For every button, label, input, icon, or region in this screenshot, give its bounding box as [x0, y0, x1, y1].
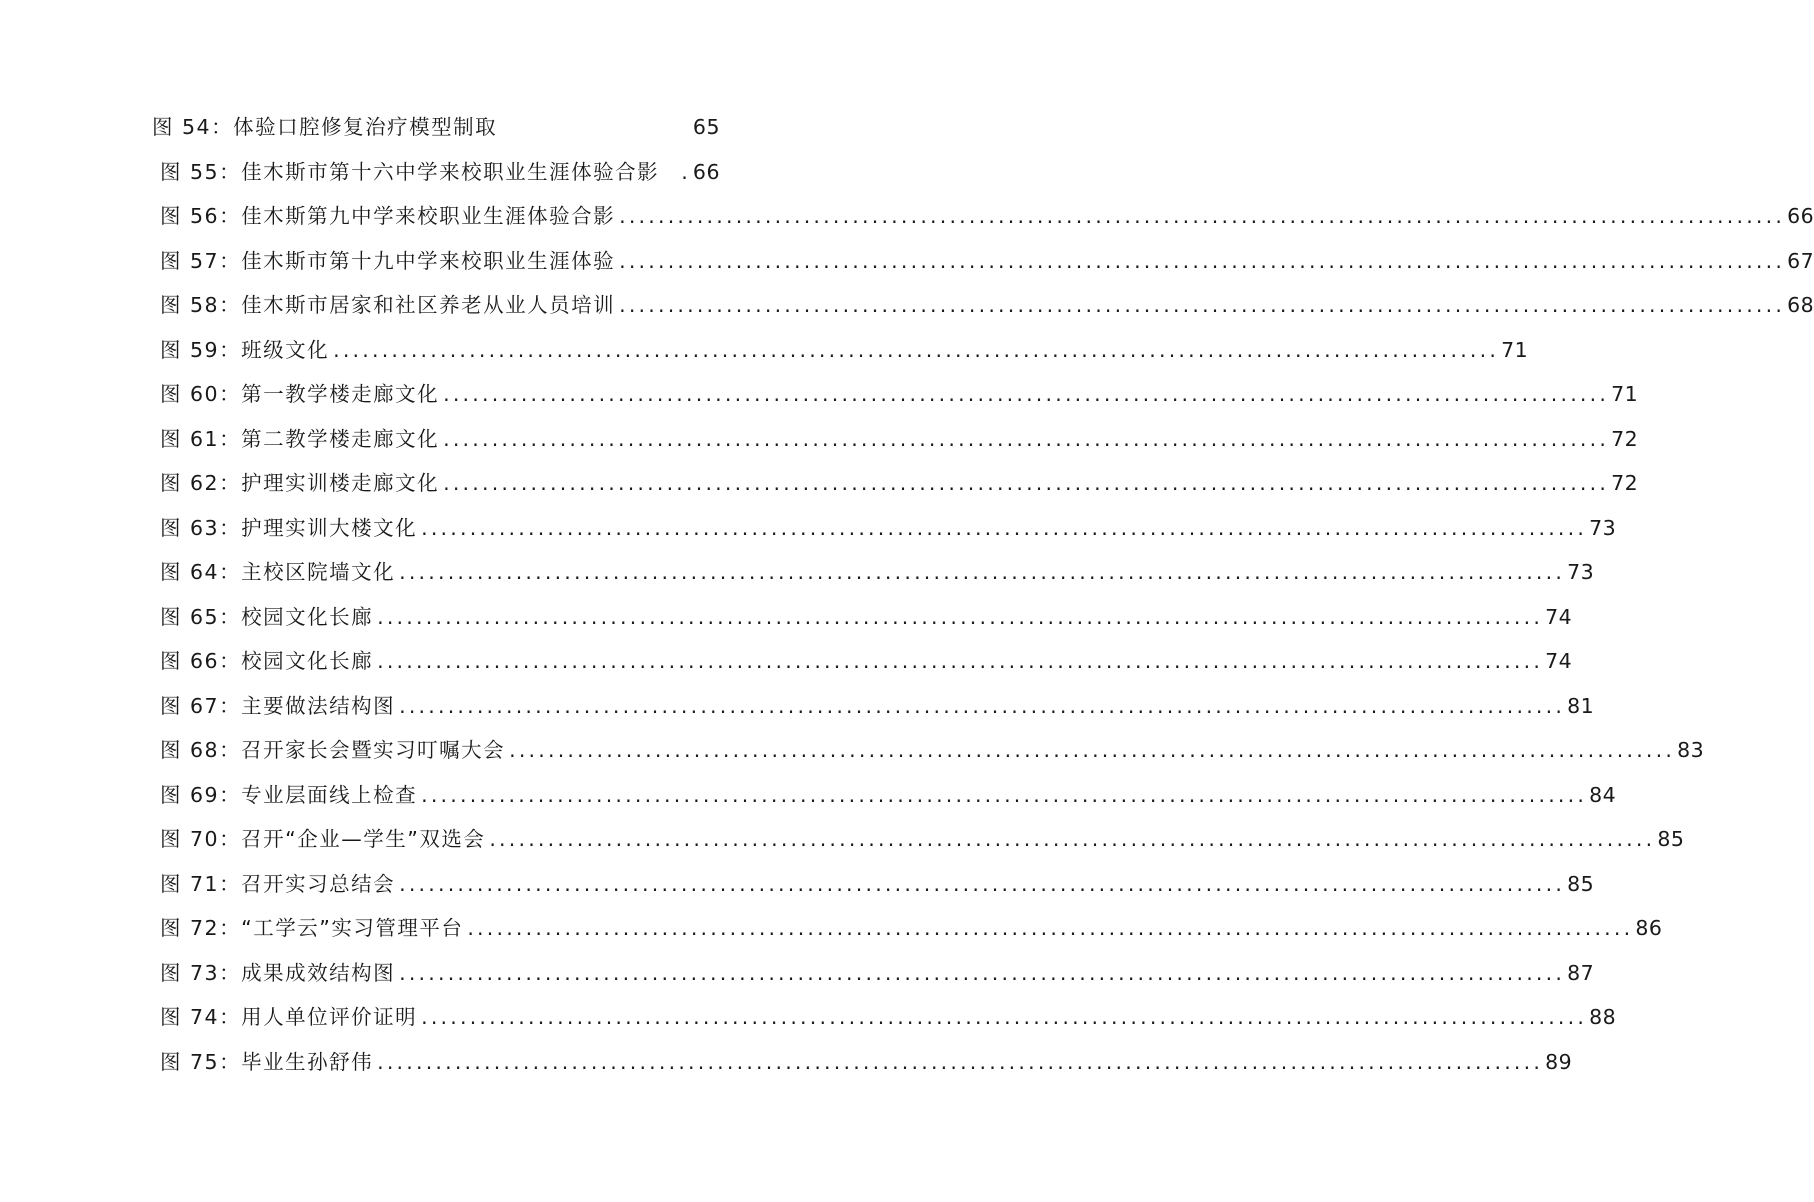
toc-entry-label: 图 64：主校区院墙文化 [160, 560, 396, 584]
dot-leader: ........................................................................................................................ [377, 1050, 1544, 1074]
toc-entry [160, 869, 1595, 899]
dot-leader: ........................................................................................................................ [399, 560, 1566, 584]
toc-entry-page-number: 74 [1545, 649, 1573, 673]
toc-entry-label: 图 75：毕业生孙舒伟 [160, 1050, 374, 1074]
toc-entry-label: 图 55：佳木斯市第十六中学来校职业生涯体验合影 [160, 160, 660, 184]
toc-entry [160, 735, 1705, 765]
toc-entry [160, 424, 1639, 454]
toc-entry-label: 图 59：班级文化 [160, 338, 330, 362]
toc-entry-label: 图 68：召开家长会暨实习叮嘱大会 [160, 738, 506, 762]
toc-entry-label: 图 66：校园文化长廊 [160, 649, 374, 673]
toc-entry-label: 图 71：召开实习总结会 [160, 872, 396, 896]
dot-leader: ........................................................................................................................ [443, 471, 1610, 495]
toc-entry [160, 646, 1573, 676]
dot-leader: ........................................................................................................................ [333, 338, 1500, 362]
toc-entry-label: 图 63：护理实训大楼文化 [160, 516, 418, 540]
toc-entry-page-number: 84 [1589, 783, 1617, 807]
toc-entry-label: 图 72：“工学云”实习管理平台 [160, 916, 464, 940]
toc-entry [160, 602, 1573, 632]
dot-leader: ........................................................................................................................ [399, 694, 1566, 718]
toc-entry-label: 图 57：佳木斯市第十九中学来校职业生涯体验 [160, 249, 616, 273]
toc-entry-label: 图 67：主要做法结构图 [160, 694, 396, 718]
toc-entry [160, 780, 1617, 810]
toc-entry [160, 290, 1814, 320]
toc-entry [160, 691, 1595, 721]
toc-entry-label: 图 62：护理实训楼走廊文化 [160, 471, 440, 495]
toc-entry [160, 824, 1685, 854]
dot-leader: . [681, 160, 691, 184]
toc-entry [160, 246, 1814, 276]
toc-entry-label: 图 54：体验口腔修复治疗模型制取 [152, 115, 498, 139]
toc-entry-page-number: 81 [1567, 694, 1595, 718]
dot-leader: ........................................................................................................................ [421, 516, 1588, 540]
dot-leader: ........................................................................................................................ [619, 293, 1786, 317]
toc-entry-page-number: 89 [1545, 1050, 1573, 1074]
toc-entry [160, 335, 1529, 365]
dot-leader: ........................................................................................................................ [619, 249, 1786, 273]
toc-entry [160, 513, 1617, 543]
toc-entry-label: 图 65：校园文化长廊 [160, 605, 374, 629]
toc-entry-page-number: 68 [1787, 293, 1814, 317]
toc-entry-label: 图 74：用人单位评价证明 [160, 1005, 418, 1029]
toc-entry [160, 1002, 1617, 1032]
toc-entry-label: 图 56：佳木斯第九中学来校职业生涯体验合影 [160, 204, 616, 228]
dot-leader: ........................................................................................................................ [619, 204, 1786, 228]
toc-entry-page-number: 88 [1589, 1005, 1617, 1029]
toc-entry-page-number: 65 [692, 115, 720, 139]
toc-entry-page-number: 66 [1787, 204, 1814, 228]
toc-entry-page-number: 71 [1501, 338, 1529, 362]
toc-entry [160, 379, 1639, 409]
toc-entry [160, 157, 720, 187]
toc-entry-page-number: 72 [1611, 427, 1639, 451]
dot-leader: ........................................................................................................................ [377, 605, 1544, 629]
dot-leader: ........................................................................................................................ [489, 827, 1656, 851]
toc-entry-page-number: 86 [1635, 916, 1663, 940]
toc-entry [160, 1047, 1573, 1077]
toc-entry-page-number: 73 [1567, 560, 1595, 584]
toc-entry-label: 图 58：佳木斯市居家和社区养老从业人员培训 [160, 293, 616, 317]
toc-entry-label: 图 69：专业层面线上检查 [160, 783, 418, 807]
toc-entry-label: 图 73：成果成效结构图 [160, 961, 396, 985]
toc-entry [160, 468, 1639, 498]
toc-entry-page-number: 72 [1611, 471, 1639, 495]
toc-entry-label: 图 61：第二教学楼走廊文化 [160, 427, 440, 451]
toc-entry [160, 958, 1595, 988]
toc-entry-page-number: 73 [1589, 516, 1617, 540]
toc-entry-page-number: 67 [1787, 249, 1814, 273]
toc-entry [152, 112, 720, 142]
toc-entry-page-number: 87 [1567, 961, 1595, 985]
toc-entry [160, 201, 1814, 231]
dot-leader: ........................................................................................................................ [509, 738, 1676, 762]
dot-leader: ........................................................................................................................ [399, 872, 1566, 896]
dot-leader: ........................................................................................................................ [467, 916, 1634, 940]
toc-entry-page-number: 83 [1677, 738, 1705, 762]
dot-leader: ........................................................................................................................ [399, 961, 1566, 985]
toc-entry-page-number: 66 [692, 160, 720, 184]
dot-leader: ........................................................................................................................ [443, 427, 1610, 451]
toc-entry-label: 图 70：召开“企业—学生”双选会 [160, 827, 486, 851]
toc-entry-page-number: 74 [1545, 605, 1573, 629]
toc-entry-page-number: 85 [1567, 872, 1595, 896]
toc-entry [160, 557, 1595, 587]
toc-entry-page-number: 85 [1657, 827, 1685, 851]
toc-entry [160, 913, 1663, 943]
dot-leader: ........................................................................................................................ [421, 1005, 1588, 1029]
dot-leader: ........................................................................................................................ [377, 649, 1544, 673]
dot-leader: ........................................................................................................................ [443, 382, 1610, 406]
toc-entry-page-number: 71 [1611, 382, 1639, 406]
toc-entry-label: 图 60：第一教学楼走廊文化 [160, 382, 440, 406]
dot-leader: ........................................................................................................................ [421, 783, 1588, 807]
